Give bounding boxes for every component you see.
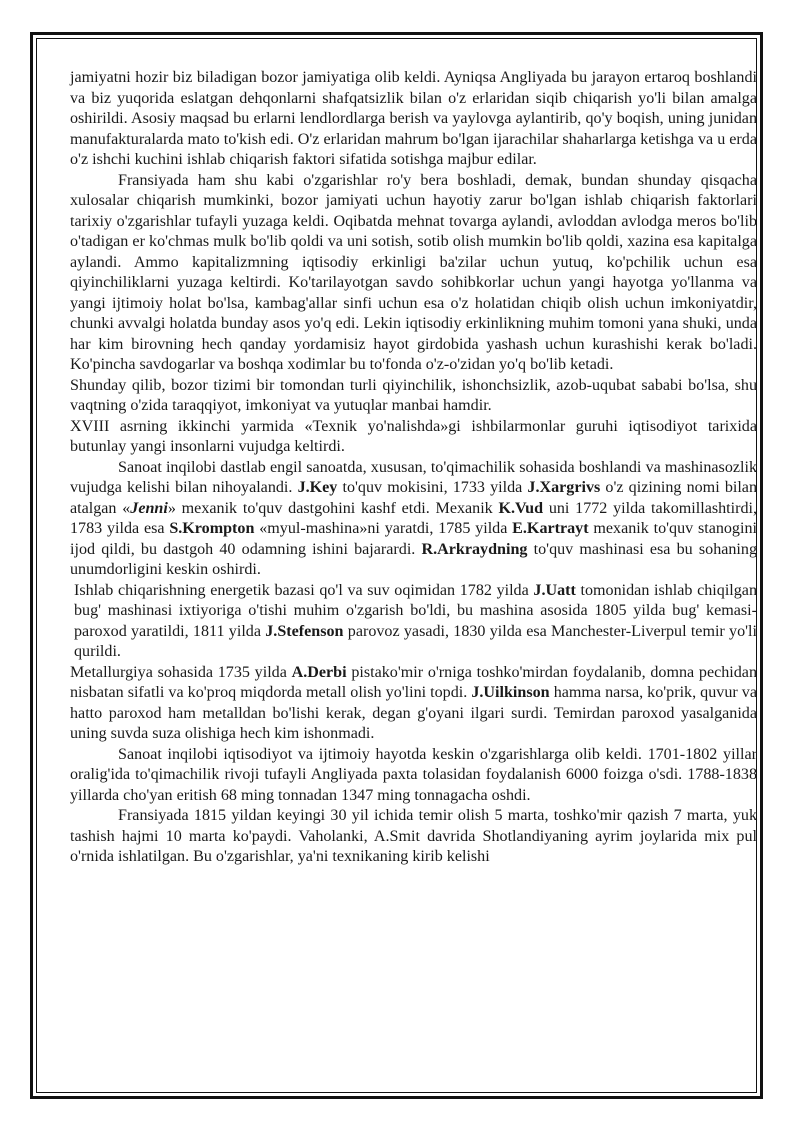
- paragraph: [70, 68, 757, 171]
- paragraph: [70, 171, 757, 376]
- text-run: parovoz yasadi, 1830 yilda esa Manchester-Liverpul temir yo'li qurildi.: [74, 622, 757, 660]
- text-run: Sanoat inqilobi iqtisodiyot va ijtimoiy hayotda keskin o'zgarishlarga olib keldi. 1701-1802 yillar oralig'ida to'qimachilik rivoji tufayli Angliyada paxta tolasidan foydalanish 6000 foizga o'sdi. 1788-1838 yillarda cho'yan eritish 68 ming tonnadan 1347 ming tonnagacha oshdi.: [70, 745, 757, 804]
- bold-name: A.Derbi: [291, 663, 347, 681]
- text-run: XVIII asrning ikkinchi yarmida «Texnik yo'nalishda»gi ishbilarmonlar guruhi iqtisodiyot tarixida butunlay yangi insonlarni vujudga keltirdi.: [70, 417, 757, 455]
- text-run: Ishlab chiqarishning energetik bazasi qo'l va suv oqimidan 1782 yilda: [74, 581, 534, 599]
- paragraph: [70, 806, 757, 868]
- paragraph: [70, 581, 757, 663]
- text-run: uni 1772 yilda takomillashtirdi, 1783 yilda esa: [70, 499, 757, 537]
- paragraph: [70, 376, 757, 417]
- text-run: Fransiyada 1815 yildan keyingi 30 yil ichida temir olish 5 marta, toshko'mir qazish 7 marta, yuk tashish hajmi 10 marta ko'paydi. Vaholanki, A.Smit davrida Shotlandiyaning ayrim joylarida mix pul o'rnida ishlatilgan. Bu o'zgarishlar, ya'ni texnikaning kirib kelishi: [70, 807, 757, 865]
- document-body: [70, 68, 757, 868]
- bold-name: J.Uilkinson: [471, 684, 550, 701]
- text-run: to'quv mashinasi esa bu sohaning unumdorligini keskin oshirdi.: [70, 540, 757, 578]
- emphasis-text: Jenni: [130, 499, 168, 517]
- text-run: mexanik to'quv stanogini ijod qildi, bu dastgoh 40 odamning ishini bajarardi.: [70, 520, 757, 558]
- bold-name: J.Uatt: [533, 581, 576, 599]
- paragraph: [70, 745, 757, 807]
- bold-name: E.Kartrayt: [512, 520, 589, 537]
- text-run: «myul-mashina»ni yaratdi, 1785 yilda: [254, 520, 513, 537]
- bold-italic-term: [130, 500, 168, 517]
- bold-name: J.Key: [297, 479, 338, 496]
- paragraph: [70, 663, 757, 745]
- text-run: pistako'mir o'rniga toshko'mirdan foydalanib, domna pechidan nisbatan sifatli va ko'proq miqdorda metall olish yo'lini topdi.: [70, 663, 757, 701]
- paragraph: [70, 417, 757, 458]
- bold-name: J.Xargrivs: [527, 479, 601, 496]
- text-run: Metallurgiya sohasida 1735 yilda: [70, 663, 292, 681]
- text-run: tomonidan ishlab chiqilgan bug' mashinasi ixtiyoriga o'tishi muhim o'zgarish bo'ldi, bu mashina asosida 1805 yilda bug' kemasi-paroxod yaratildi, 1811 yilda: [74, 581, 757, 640]
- bold-name: K.Vud: [498, 499, 544, 517]
- text-run: o'z qizining nomi bilan atalgan «: [70, 479, 757, 517]
- bold-name: J.Stefenson: [265, 622, 344, 640]
- paragraph: [70, 458, 757, 581]
- text-run: hamma narsa, ko'prik, quvur va hatto paroxod ham metalldan bo'lishi kerak, degan g'oyani ilgari surdi. Temirdan paroxod yasalganida uning suvda suza olishiga hech kim ishonmadi.: [70, 684, 757, 742]
- text-run: Shunday qilib, bozor tizimi bir tomondan turli qiyinchilik, ishonchsizlik, azob-uqubat sababi bo'lsa, shu vaqtning o'zida taraqqiyot, imkoniyat va yutuqlar manbai hamdir.: [70, 376, 757, 414]
- text-run: » mexanik to'quv dastgohini kashf etdi. Mexanik: [167, 499, 499, 517]
- text-run: to'quv mokisini, 1733 yilda: [337, 479, 528, 496]
- text-run: Sanoat inqilobi dastlab engil sanoatda, xususan, to'qimachilik sohasida boshlandi va mashinasozlik vujudga kelishi bilan nihoyalandi.: [70, 458, 757, 496]
- text-run: jamiyatni hozir biz biladigan bozor jamiyatiga olib keldi. Ayniqsa Angliyada bu jarayon ertaroq boshlandi va biz yuqorida eslatgan dehqonlarni shafqatsizlik bilan o'z erlaridan siqib chiqarish yo'li bilan amalga oshirildi. Asosiy maqsad bu erlarni lendlordlarga berish va yaylovga aylantirib, qo'y boqish, uning junidan manufakturalarda mato to'kish edi. O'z erlaridan mahrum bo'lgan ijarachilar shaharlarga ketishga va u erda o'z ishchi kuchini ishlab chiqarish faktori sifatida sotishga majbur edilar.: [70, 69, 757, 168]
- bold-name: S.Krompton: [169, 520, 255, 537]
- bold-name: R.Arkraydning: [421, 540, 528, 558]
- text-run: Fransiyada ham shu kabi o'zgarishlar ro'y bera boshladi, demak, bundan shunday qisqacha xulosalar chiqarish mumkinki, bozor jamiyati uchun hayotiy zarur bo'lgan ishlab chiqarish faktorlari tarixiy o'zgarishlar tufayli yuzaga keldi. Oqibatda mehnat tovarga aylandi, avloddan avlodga meros bo'lib o'tadigan er ko'chmas mulk bo'lib qoldi va uni sotish, sotib olish mumkin bo'lib qoldi, xazina esa kapitalga aylandi. Ammo kapitalizmning iqtisodiy erkinligi ba'zilar uchun yutuq, ko'pchilik uchun esa qiyinchiliklarni yuzaga keltirdi. Ko'tarilayotgan savdo sohibkorlar uchun yangi hayotga yo'llanma va yangi ijtimoiy holat bo'lsa, kambag'allar sinfi uchun esa o'z holatidan chiqib olish uchun imkoniyatdir, chunki avvalgi holatda bunday asos yo'q edi. Lekin iqtisodiy erkinlikning muhim tomoni yana shuki, unda har kim birovning hech qanday yordamisiz hayot girdobida yashash uchun kurashishi kerak bo'ladi. Ko'pincha savdogarlar va boshqa xodimlar bu to'fonda o'z-o'zidan yo'q bo'lib ketadi.: [70, 171, 757, 373]
